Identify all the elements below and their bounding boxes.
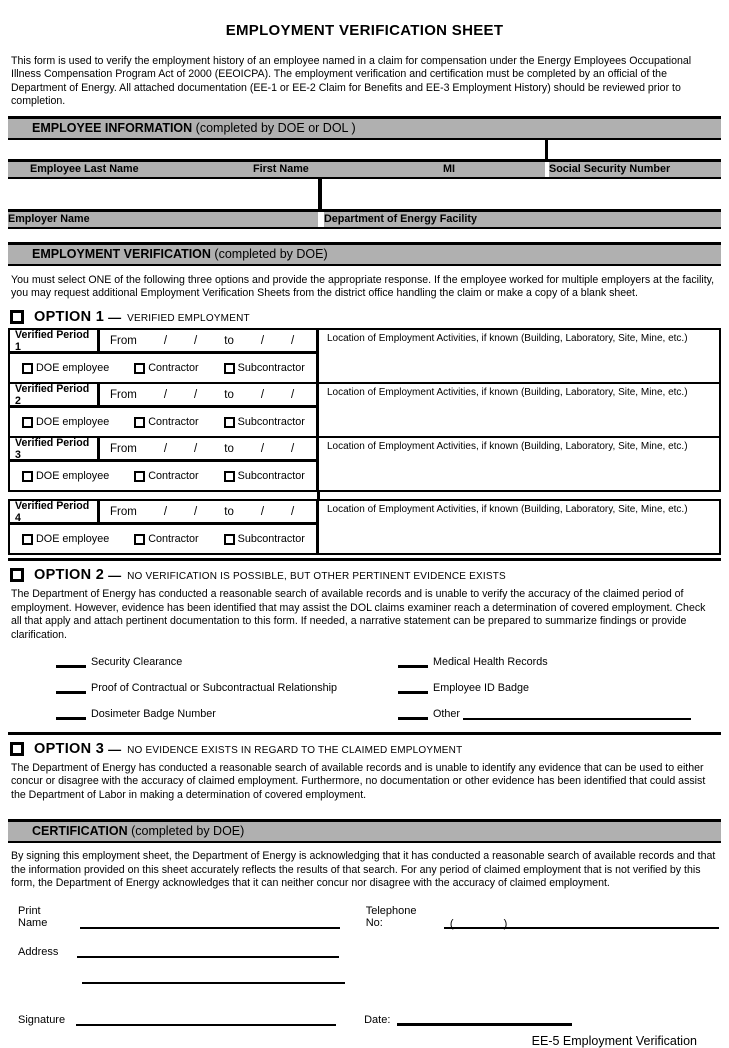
doe-employee-label: DOE employee [36,533,110,546]
to-label: to [224,388,234,401]
dosimeter-badge-label: Dosimeter Badge Number [91,708,216,721]
option-3-dash: — [108,741,122,757]
signature-label: Signature [18,1013,66,1026]
doe-employee-option [22,362,109,374]
verified-period-1-dates-input[interactable] [100,330,316,354]
option-1-subtitle: VERIFIED EMPLOYMENT [127,312,250,324]
employment-type-row [10,408,316,436]
doe-employee-checkbox[interactable] [22,417,33,428]
employment-type-row [10,354,316,382]
evidence-item-medical-records [380,656,721,668]
other-input-line[interactable] [463,711,691,720]
ssn-input-area[interactable] [548,140,721,159]
employment-verification-header [8,242,721,266]
option-1-title: OPTION 1 [34,309,105,326]
telephone-input-line[interactable] [444,918,719,929]
option-3-body: The Department of Energy has conducted a reasonable search of available records and is unable to identify any evidence that can be used to either concur or disagree with the accuracy of claimed employment. Furthermore, no documentation or other evidence has been identified that could assist the Department of Labor in making a determination of covered employment. [11,762,706,801]
certification-header [8,819,721,843]
form-number-footer: EE-5 Employment Verification [531,1033,697,1048]
option-2-subtitle: NO VERIFICATION IS POSSIBLE, BUT OTHER PERTINENT EVIDENCE EXISTS [127,570,506,582]
date-slash: / [291,334,295,347]
contract-proof-label: Proof of Contractual or Subcontractual Relationship [91,682,338,695]
subcontractor-checkbox[interactable] [224,471,235,482]
form-intro-text: This form is used to verify the employment history of an employee named in a claim for compensation under the Energy Employees Occupational Illness Compensation Program Act of 2000 (EEOICPA). The employment verification and certification must be completed by an official of the Department of Energy. All attached documentation (EE-1 or EE-2 Claim for Benefits and EE-3 Employment History) should be reviewed prior to completion. [11,55,692,108]
section-subtitle: (completed by DOE) [214,246,328,261]
employer-name-label: Employer Name [8,212,318,227]
option-2-heading [10,567,719,583]
location-input-area[interactable] [316,438,719,490]
doe-employee-option [22,533,109,545]
certification-body: By signing this employment sheet, the Department of Energy is acknowledging that it has conducted a reasonable search of available records and that the information provided on this sheet accurately reflects the results of that search. For any period of claimed employment that is not verified by this form, the Department of Energy acknowledges that it can neither concur nor disagree with the accuracy of claimed employment. [11,850,716,890]
contractor-option [134,470,198,482]
doe-employee-checkbox[interactable] [22,363,33,374]
date-slash: / [260,442,265,455]
verified-period-4-label: Verified Period 4 [10,501,100,525]
first-name-label: First Name [253,162,309,175]
address-label: Address [18,945,59,958]
section-divider-rule [8,732,721,735]
period-block-gap [8,492,721,499]
from-label: From [110,334,137,347]
date-slash: / [163,334,168,347]
subcontractor-label: Subcontractor [237,362,305,375]
security-clearance-label: Security Clearance [91,656,183,669]
address-row-2 [10,973,719,984]
subcontractor-option [224,470,305,482]
doe-employee-option [22,416,109,428]
contractor-label: Contractor [148,470,199,483]
id-badge-checkline[interactable] [398,685,428,694]
contractor-checkbox[interactable] [134,534,145,545]
doe-facility-input-area[interactable] [322,179,721,209]
option-3-subtitle: NO EVIDENCE EXISTS IN REGARD TO THE CLAIMED EMPLOYMENT [127,744,463,756]
contractor-option [134,533,198,545]
location-label: Location of Employment Activities, if known (Building, Laboratory, Site, Mine, etc.) [327,387,688,399]
medical-records-checkline[interactable] [398,659,428,668]
employer-name-input-area[interactable] [8,179,318,209]
option-2-title: OPTION 2 [34,567,105,584]
contractor-option [134,416,198,428]
contractor-label: Contractor [148,416,199,429]
print-name-label: Print Name [18,904,48,929]
section-subtitle: (completed by DOE or DOL ) [195,120,356,135]
location-input-area[interactable] [316,501,719,553]
subcontractor-checkbox[interactable] [224,534,235,545]
location-input-area[interactable] [316,384,719,436]
contractor-checkbox[interactable] [134,417,145,428]
contractor-option [134,362,198,374]
page-title: EMPLOYMENT VERIFICATION SHEET [225,22,504,39]
from-label: From [110,442,137,455]
employee-name-input-area[interactable] [8,140,545,159]
date-slash: / [291,442,295,455]
contractor-label: Contractor [148,362,199,375]
evidence-checklist [8,656,721,720]
verified-period-2-block [8,382,721,438]
doe-employee-label: DOE employee [36,362,110,375]
verified-period-1-block [8,328,721,384]
date-label: Date: [364,1013,391,1026]
subcontractor-checkbox[interactable] [224,363,235,374]
doe-employee-label: DOE employee [36,416,110,429]
address-row [10,946,719,958]
medical-records-label: Medical Health Records [433,656,548,669]
dosimeter-badge-checkline[interactable] [56,711,86,720]
address-input-line-1[interactable] [77,947,339,958]
to-label: to [224,505,234,518]
print-name-row [10,905,719,929]
evidence-item-dosimeter-badge [8,708,380,720]
option-2-checkbox[interactable] [10,568,24,582]
doe-employee-option [22,470,109,482]
option-1-dash: — [108,309,122,325]
other-checkline[interactable] [398,711,428,720]
employment-type-row [10,462,316,490]
doe-employee-checkbox[interactable] [22,534,33,545]
verified-period-3-label: Verified Period 3 [10,438,100,462]
doe-employee-checkbox[interactable] [22,471,33,482]
evidence-item-other [380,708,721,720]
contractor-checkbox[interactable] [134,471,145,482]
verified-period-4-dates-input[interactable] [100,501,316,525]
verified-period-4-block [8,499,721,555]
ssn-label: Social Security Number [549,162,721,177]
date-input-line[interactable] [397,1015,572,1026]
employment-type-row [10,525,316,553]
date-slash: / [194,388,198,401]
name-labels-cell [8,162,545,177]
security-clearance-checkline[interactable] [56,659,86,668]
contractor-checkbox[interactable] [134,363,145,374]
to-label: to [224,334,234,347]
location-label: Location of Employment Activities, if known (Building, Laboratory, Site, Mine, etc.) [327,504,688,516]
section-divider-rule [8,558,721,561]
employer-label-bar [8,209,721,229]
doe-employee-label: DOE employee [36,470,110,483]
section-subtitle: (completed by DOE) [131,824,245,839]
subcontractor-option [224,362,305,374]
print-name-input-line[interactable] [80,918,339,929]
option-2-dash: — [108,567,122,583]
subcontractor-option [224,533,305,545]
contractor-label: Contractor [148,533,199,546]
option-3-checkbox[interactable] [10,742,24,756]
option-3-heading [10,741,719,757]
date-slash: / [291,505,295,518]
paren-close: ) [503,917,508,930]
to-label: to [224,442,234,455]
employer-row [8,179,721,209]
verified-period-3-dates-input[interactable] [100,438,316,462]
signature-input-line[interactable] [76,1015,336,1026]
evidence-item-security-clearance [8,656,380,668]
employee-name-label-bar [8,159,721,179]
date-slash: / [291,388,295,401]
section-title: EMPLOYEE INFORMATION [32,120,193,135]
subcontractor-option [224,416,305,428]
contract-proof-checkline[interactable] [56,685,86,694]
date-slash: / [194,334,198,347]
employee-information-header [8,116,721,140]
section-title: CERTIFICATION [32,824,128,839]
from-label: From [110,505,137,518]
verification-instructions: You must select ONE of the following three options and provide the appropriate response. If the employee worked for multiple employers at the facility, you may request additional Employment Verification Sheets from the district office handling the claim or make a copy of a blank sheet. [11,273,715,300]
middle-initial-label: MI [443,162,455,175]
date-slash: / [163,442,168,455]
date-slash: / [260,334,265,347]
date-slash: / [260,388,265,401]
paren-open: ( [449,917,454,930]
location-label: Location of Employment Activities, if known (Building, Laboratory, Site, Mine, etc.) [327,333,688,345]
from-label: From [110,388,137,401]
option-2-body: The Department of Energy has conducted a reasonable search of available records and is unable to verify the accuracy of the claimed period of employment. However, evidence has been identified that may assist the DOL claims examiner reach a determination of covered employment. Check all that apply and attach pertinent documentation to this form. If needed, a narrative statement can be prepared to summarize findings or provide clarification. [11,588,706,641]
address-input-line-2[interactable] [82,973,345,984]
verified-period-3-block [8,436,721,492]
verified-period-1-label: Verified Period 1 [10,330,100,354]
date-slash: / [163,505,168,518]
verified-period-2-dates-input[interactable] [100,384,316,408]
option-1-checkbox[interactable] [10,310,24,324]
doe-facility-label: Department of Energy Facility [324,212,721,227]
telephone-label: Telephone No: [365,904,417,929]
location-label: Location of Employment Activities, if known (Building, Laboratory, Site, Mine, etc.) [327,441,688,453]
section-title: EMPLOYMENT VERIFICATION [32,246,211,261]
subcontractor-label: Subcontractor [237,533,305,546]
location-input-area[interactable] [316,330,719,382]
employee-name-row [8,140,721,159]
signature-row [10,1014,719,1026]
last-name-label: Employee Last Name [30,162,139,175]
option-3-title: OPTION 3 [34,741,105,758]
date-slash: / [194,442,198,455]
date-slash: / [260,505,265,518]
option-1-heading [10,309,719,325]
subcontractor-checkbox[interactable] [224,417,235,428]
id-badge-label: Employee ID Badge [433,682,530,695]
other-label: Other [433,708,461,721]
subcontractor-label: Subcontractor [237,416,305,429]
date-slash: / [163,388,168,401]
verified-period-2-label: Verified Period 2 [10,384,100,408]
evidence-item-contract-proof [8,682,380,694]
evidence-item-id-badge [380,682,721,694]
date-slash: / [194,505,198,518]
subcontractor-label: Subcontractor [237,470,305,483]
